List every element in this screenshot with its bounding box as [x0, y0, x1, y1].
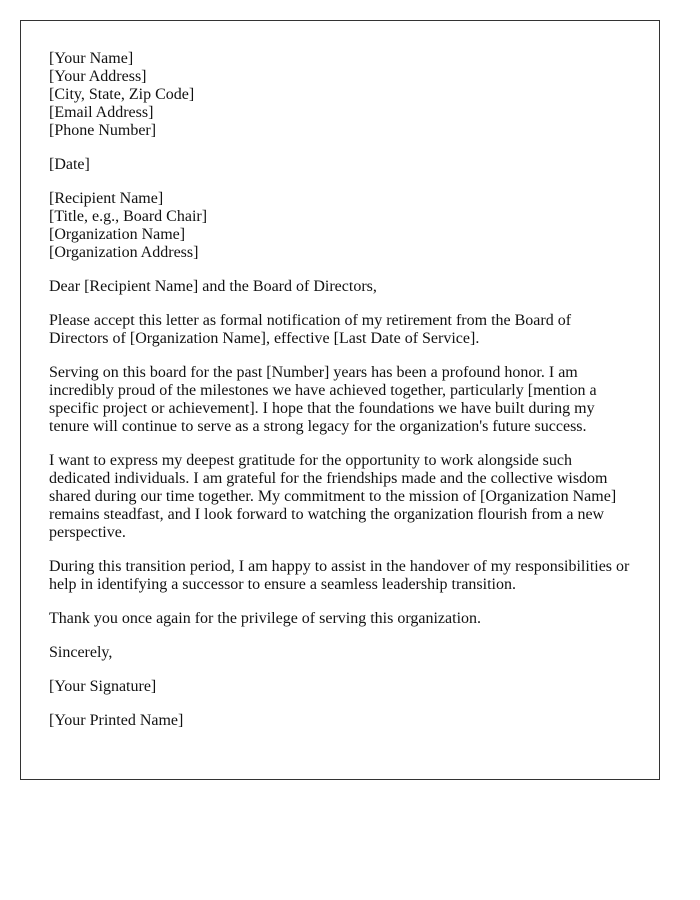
- closing: Sincerely,: [49, 644, 113, 661]
- sender-address: [Your Address]: [49, 68, 147, 85]
- sender-phone: [Phone Number]: [49, 122, 157, 139]
- signature-placeholder: [Your Signature]: [49, 678, 157, 695]
- body-paragraph: During this transition period, I am happy to assist in the handover of my responsibilities or help in identifying a successor to ensure a seamless leadership transition.: [49, 558, 630, 593]
- date-block: [49, 156, 631, 174]
- recipient-organization: [Organization Name]: [49, 226, 186, 243]
- sender-block: [49, 50, 631, 140]
- sender-email: [Email Address]: [49, 104, 154, 121]
- sender-name: [Your Name]: [49, 50, 134, 67]
- body-paragraph: Serving on this board for the past [Number] years has been a profound honor. I am incredibly proud of the milestones we have achieved together, particularly [mention a specific project or achievement]. I hope that the foundations we have built during my tenure will continue to serve as a strong legacy for the organization's future success.: [49, 364, 597, 435]
- salutation: Dear [Recipient Name] and the Board of Directors,: [49, 278, 377, 295]
- letter-date: [Date]: [49, 156, 90, 173]
- recipient-title: [Title, e.g., Board Chair]: [49, 208, 208, 225]
- body-paragraph: Please accept this letter as formal notification of my retirement from the Board of Directors of [Organization Name], effective [Last Date of Service].: [49, 312, 572, 347]
- recipient-block: [49, 190, 631, 262]
- body-paragraph: Thank you once again for the privilege of serving this organization.: [49, 610, 482, 627]
- printed-name: [Your Printed Name]: [49, 712, 184, 729]
- recipient-organization-address: [Organization Address]: [49, 244, 199, 261]
- sender-city-state-zip: [City, State, Zip Code]: [49, 86, 195, 103]
- body-paragraph: I want to express my deepest gratitude for the opportunity to work alongside such dedicated individuals. I am grateful for the friendships made and the collective wisdom shared during our time together. My commitment to the mission of [Organization Name] remains steadfast, and I look forward to watching the organization flourish from a new perspective.: [49, 452, 617, 541]
- letter-document: [20, 20, 660, 780]
- recipient-name: [Recipient Name]: [49, 190, 164, 207]
